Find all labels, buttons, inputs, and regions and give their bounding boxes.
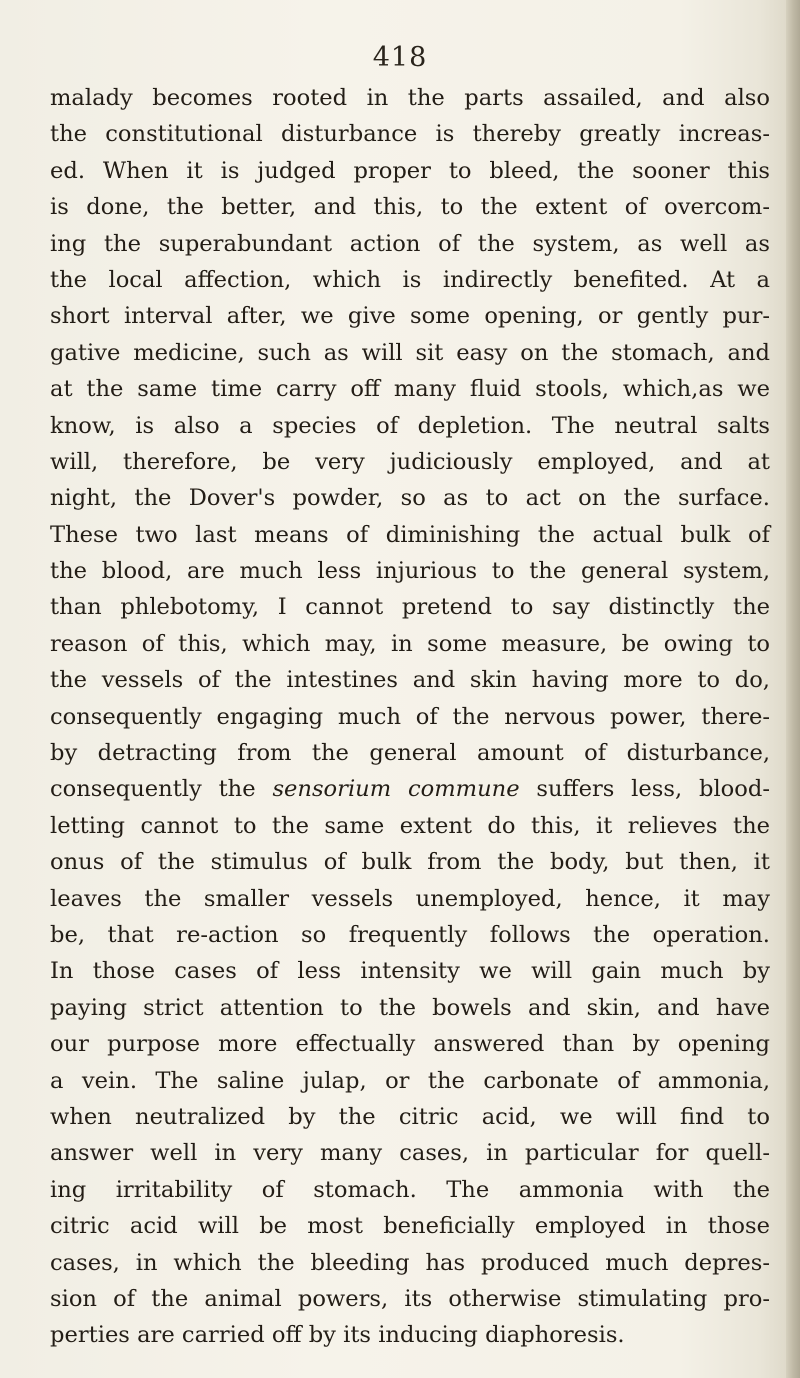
page-number: 418 xyxy=(372,42,428,73)
text-line: letting cannot to the same extent do this, it relieves the xyxy=(50,812,770,839)
text-line: the blood, are much less injurious to the general system, xyxy=(50,558,770,585)
text-line: leaves the smaller vessels unemployed, hence, it may xyxy=(50,885,770,912)
text-line: a vein. The saline julap, or the carbonate of ammonia, xyxy=(50,1067,770,1094)
text-line: be, that re-action so frequently follows the operation. xyxy=(50,921,770,948)
text-line: citric acid will be most beneficially employed in those xyxy=(50,1213,770,1240)
text-line: at the same time carry off many fluid stools, which,as we xyxy=(50,376,770,403)
text-line: cases, in which the bleeding has produced much depres- xyxy=(50,1249,770,1276)
text-line: will, therefore, be very judiciously employed, and at xyxy=(50,448,770,475)
text-line: gative medicine, such as will sit easy on the stomach, and xyxy=(50,339,770,366)
italic-phrase: sensorium commune xyxy=(272,776,520,803)
text-line: These two last means of diminishing the actual bulk of xyxy=(50,521,770,548)
text-line: answer well in very many cases, in particular for quell- xyxy=(50,1140,770,1167)
text-line: malady becomes rooted in the parts assailed, and also xyxy=(50,85,770,111)
text-line: by detracting from the general amount of disturbance, xyxy=(50,740,770,767)
text-segment: suffers less, blood- xyxy=(519,776,770,803)
text-line: the vessels of the intestines and skin having more to do, xyxy=(50,667,770,694)
text-line: than phlebotomy, I cannot pretend to say distinctly the xyxy=(50,594,770,621)
text-line: know, is also a species of depletion. The neutral salts xyxy=(50,412,770,439)
text-line: is done, the better, and this, to the extent of overcom- xyxy=(50,194,770,221)
text-line: reason of this, which may, in some measure, be owing to xyxy=(50,630,770,657)
body-text xyxy=(50,80,770,1354)
text-line: night, the Dover's powder, so as to act on the surface. xyxy=(50,485,770,512)
text-line: the constitutional disturbance is thereby greatly increas- xyxy=(50,121,770,148)
text-segment: consequently the xyxy=(50,776,273,803)
text-line: when neutralized by the citric acid, we will find to xyxy=(50,1103,770,1130)
text-line-final: perties are carried off by its inducing diaphoresis. xyxy=(50,1322,625,1349)
text-line: ed. When it is judged proper to bleed, the sooner this xyxy=(50,157,770,184)
text-line: sion of the animal powers, its otherwise stimulating pro- xyxy=(50,1285,770,1312)
page-edge-shadow xyxy=(786,0,800,1378)
text-line: short interval after, we give some opening, or gently pur- xyxy=(50,303,770,330)
text-line: our purpose more effectually answered than by opening xyxy=(50,1031,770,1058)
text-line: consequently engaging much of the nervous power, there- xyxy=(50,703,770,730)
text-line-italic xyxy=(50,771,770,807)
text-line: paying strict attention to the bowels and skin, and have xyxy=(50,994,770,1021)
text-line: the local affection, which is indirectly benefited. At a xyxy=(50,266,770,293)
text-line: ing irritability of stomach. The ammonia with the xyxy=(50,1176,770,1203)
text-line: In those cases of less intensity we will gain much by xyxy=(50,958,770,985)
text-line: onus of the stimulus of bulk from the body, but then, it xyxy=(50,849,770,876)
text-line: ing the superabundant action of the system, as well as xyxy=(50,230,770,257)
